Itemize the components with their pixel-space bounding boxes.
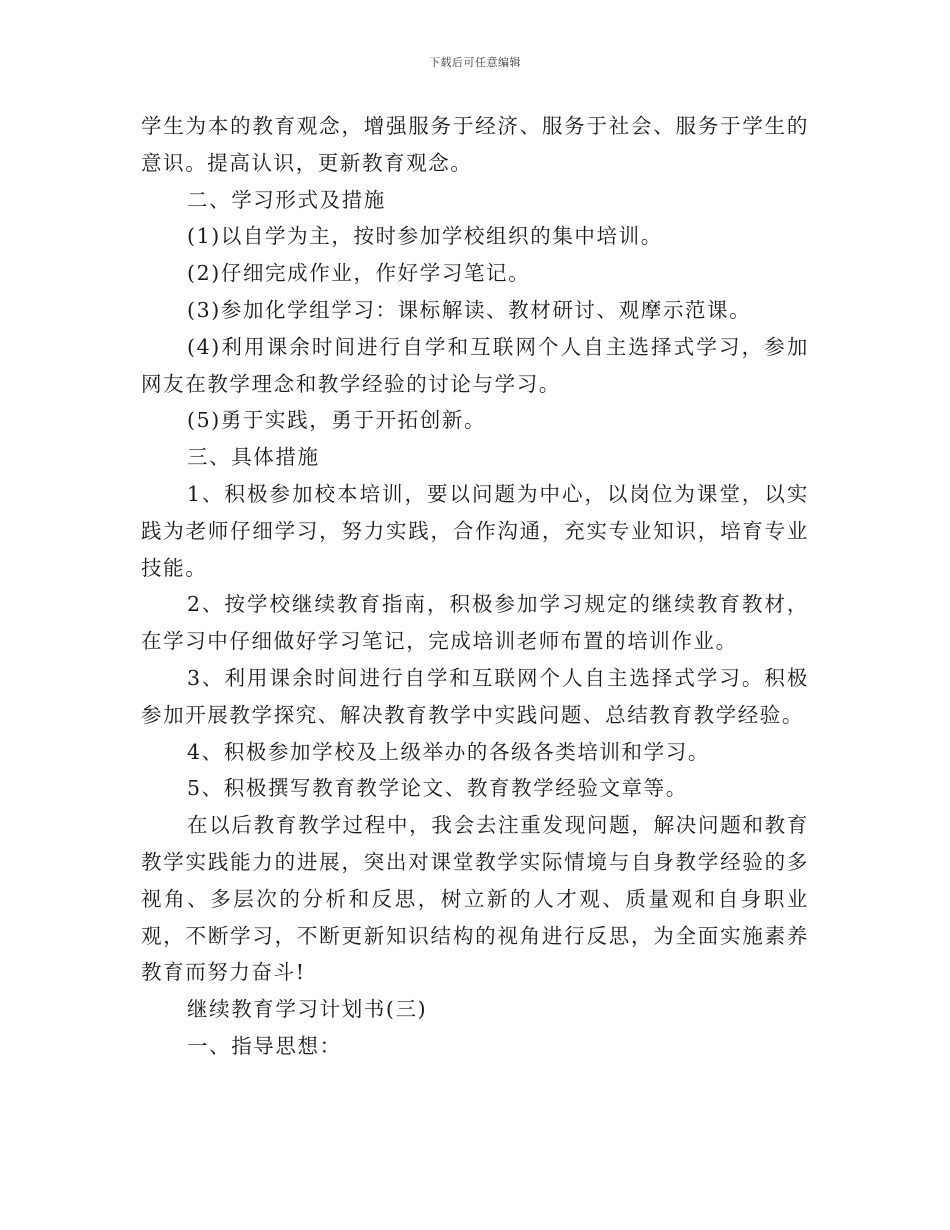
list-item-3: (3)参加化学组学习：课标解读、教材研讨、观摩示范课。 (187, 297, 752, 322)
section-heading-learning-forms: 二、学习形式及措施 (187, 187, 386, 212)
list-item-5: (5)勇于实践，勇于开拓创新。 (187, 408, 487, 433)
list-item-2: (2)仔细完成作业，作好学习笔记。 (187, 261, 531, 286)
section-heading-measures: 三、具体措施 (187, 445, 320, 470)
closing-paragraph: 在以后教育教学过程中，我会去注重发现问题，解决问题和教育教学实践能力的进展，突出对课堂教学实际情境与自身教学经验的多视角、多层次的分析和反思，树立新的人才观、质量观和自身职业观，不断学习，不断更新知识结构的视角进行反思，为全面实施素养教育而努力奋斗! (141, 813, 809, 985)
section-heading-guiding-ideology: 一、指导思想： (187, 1033, 342, 1058)
list-item-1: (1)以自学为主，按时参加学校组织的集中培训。 (187, 224, 663, 249)
measure-item-2: 2、按学校继续教育指南，积极参加学习规定的继续教育教材，在学习中仔细做好学习笔记，完成培训老师布置的培训作业。 (141, 592, 809, 654)
measure-item-3: 3、利用课余时间进行自学和互联网个人自主选择式学习。积极参加开展教学探究、解决教育教学中实践问题、总结教育教学经验。 (141, 665, 809, 727)
document-title-part-three: 继续教育学习计划书(三) (187, 997, 428, 1022)
page-header-note: 下载后可任意编辑 (429, 56, 521, 69)
measure-item-5: 5、积极撰写教育教学论文、教育教学经验文章等。 (187, 776, 688, 801)
measure-item-1: 1、积极参加校本培训，要以问题为中心，以岗位为课堂，以实践为老师仔细学习，努力实践，合作沟通，充实专业知识，培育专业技能。 (141, 481, 809, 580)
paragraph-continuation: 学生为本的教育观念，增强服务于经济、服务于社会、服务于学生的意识。提高认识，更新教育观念。 (141, 114, 809, 175)
document-body (141, 108, 809, 1065)
list-item-4: (4)利用课余时间进行自学和互联网个人自主选择式学习，参加网友在教学理念和教学经验的讨论与学习。 (141, 334, 809, 396)
measure-item-4: 4、积极参加学校及上级举办的各级各类培训和学习。 (187, 739, 710, 764)
